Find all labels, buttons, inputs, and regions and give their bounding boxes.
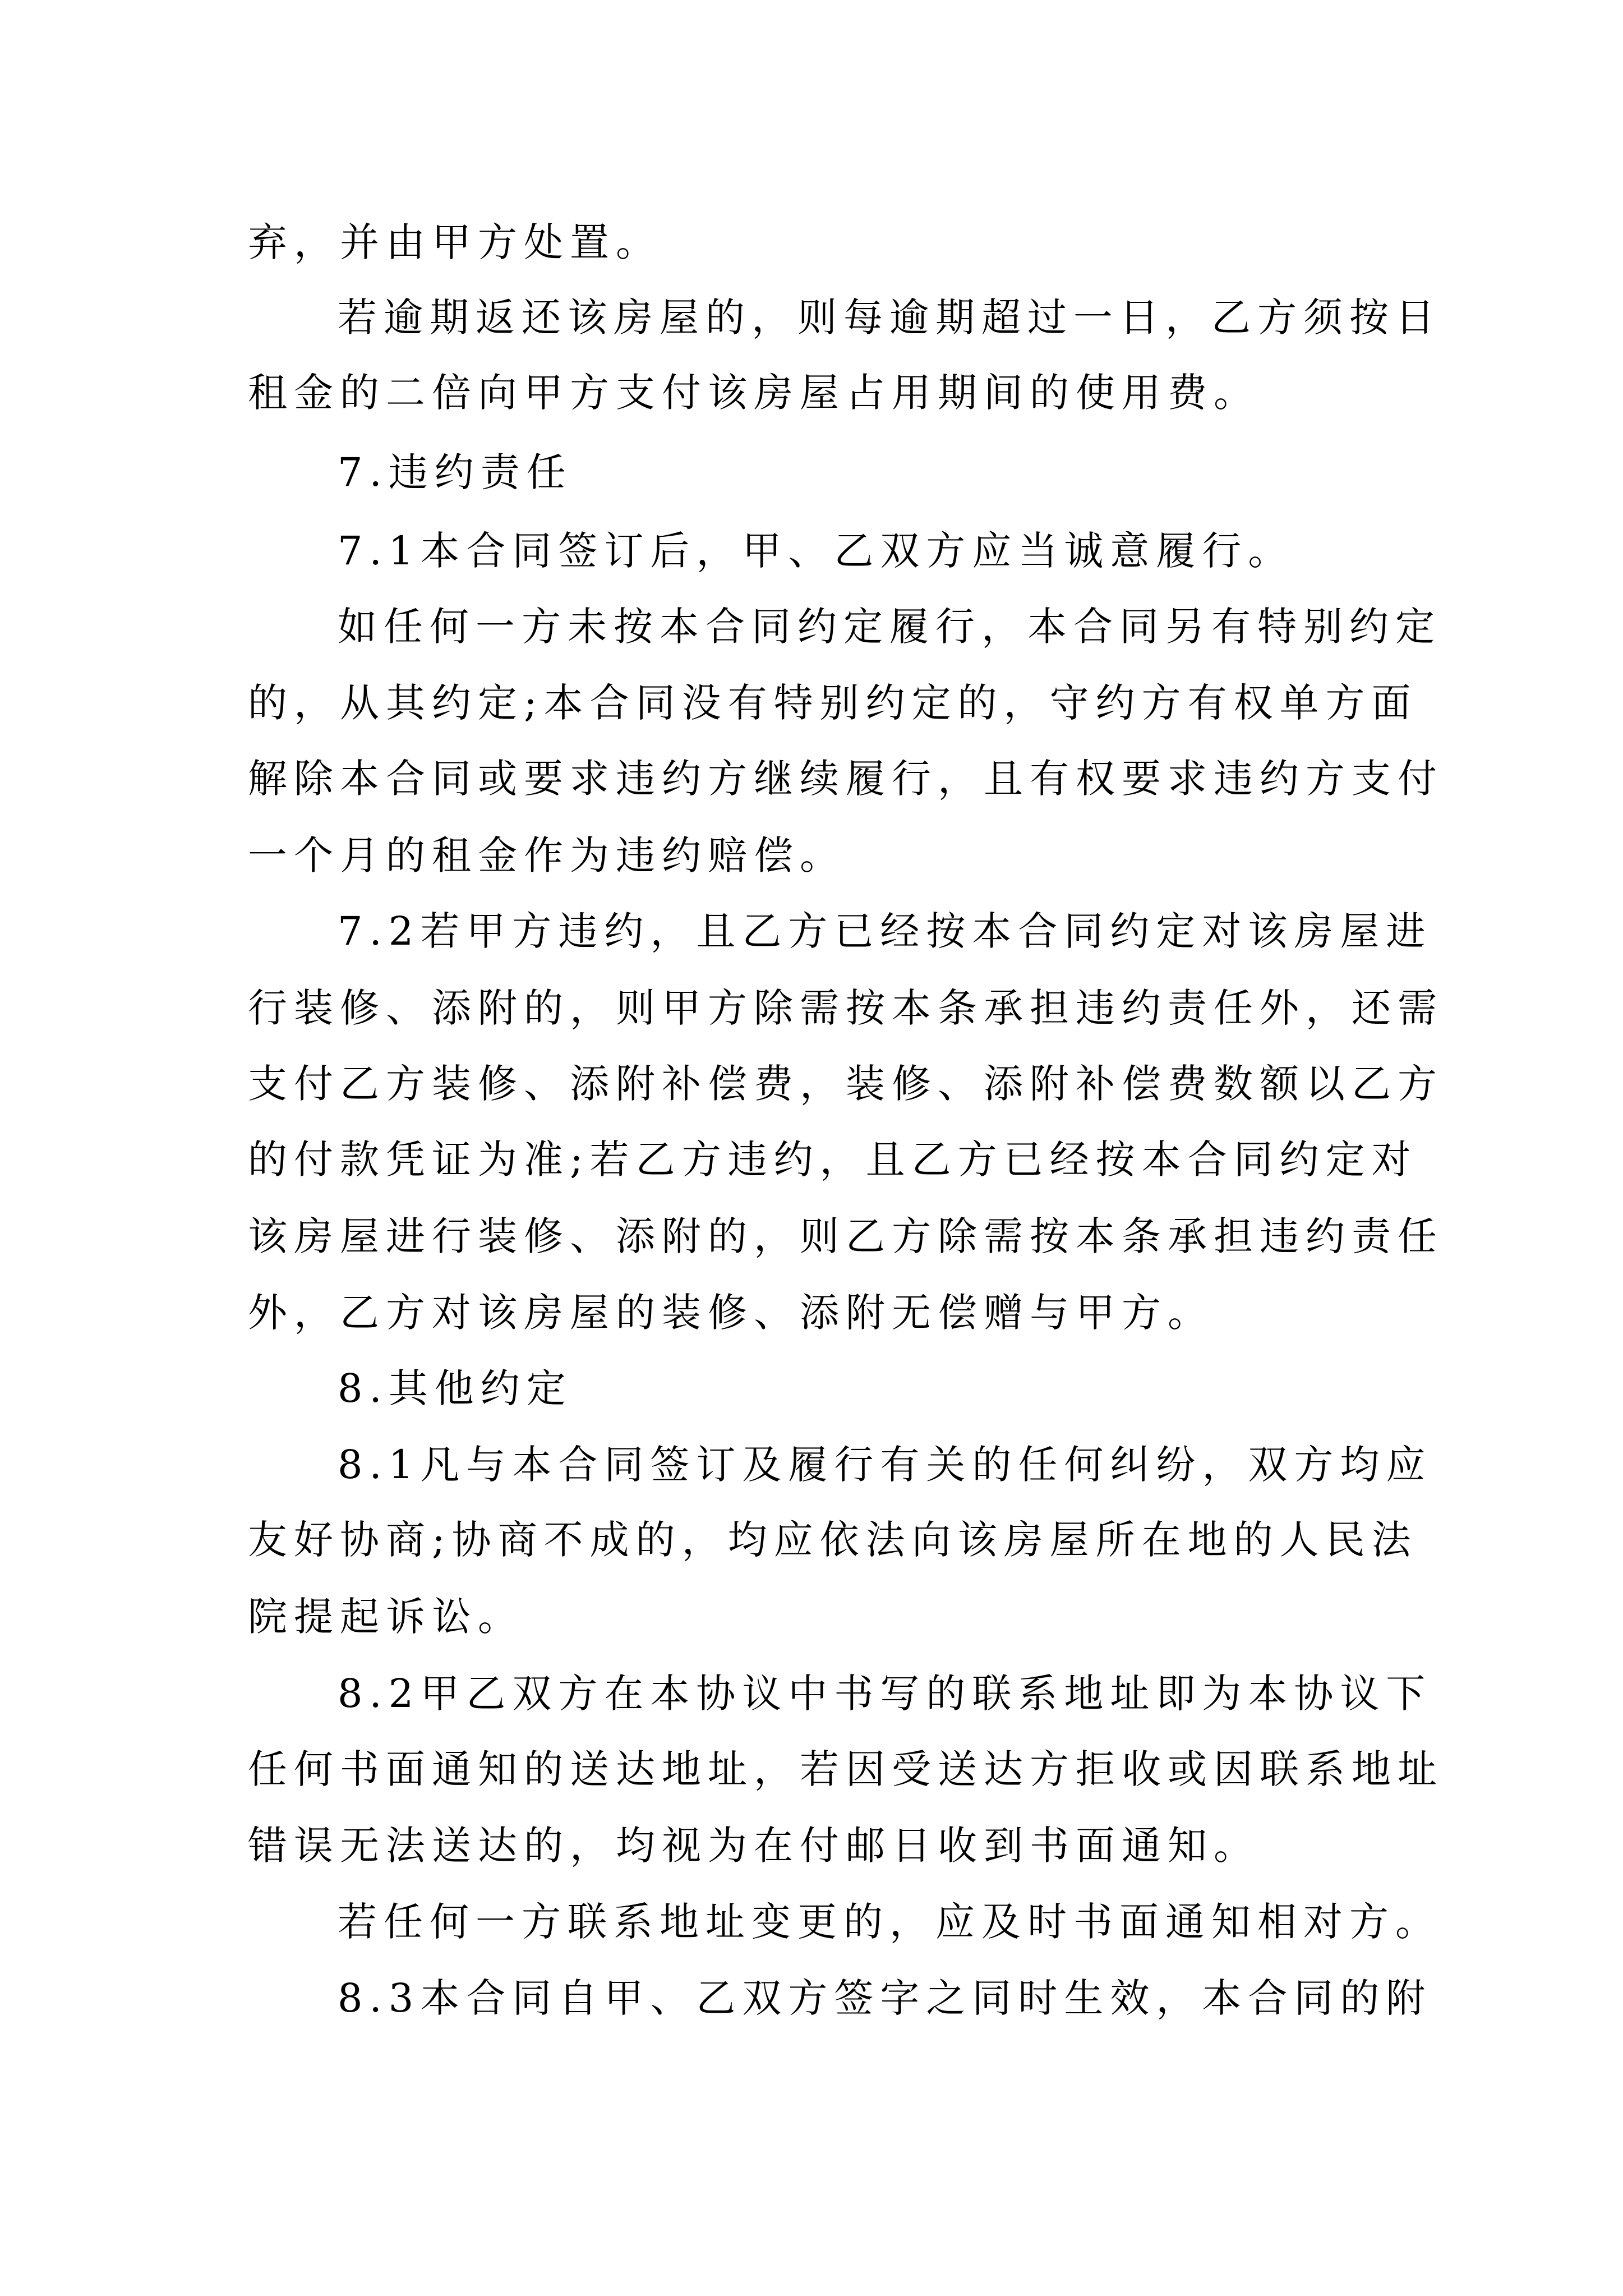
text-line: 一个月的租金作为违约赔偿。 [248, 832, 846, 878]
text-line: 外，乙方对该房屋的装修、添附无偿赠与甲方。 [248, 1290, 1214, 1336]
text-line: 若任何一方联系地址变更的，应及时书面通知相对方。 [338, 1899, 1441, 1945]
text-line: 该房屋进行装修、添附的，则乙方除需按本条承担违约责任 [248, 1213, 1444, 1259]
text-line: 院提起诉讼。 [248, 1594, 524, 1640]
text-line: 弃，并由甲方处置。 [248, 219, 662, 265]
text-line: 支付乙方装修、添附补偿费，装修、添附补偿费数额以乙方 [248, 1061, 1444, 1107]
text-line: 解除本合同或要求违约方继续履行，且有权要求违约方支付 [248, 756, 1444, 802]
text-line: 8.2甲乙双方在本协议中书写的联系地址即为本协议下 [338, 1671, 1432, 1717]
text-line: 若逾期返还该房屋的，则每逾期超过一日，乙方须按日 [338, 295, 1441, 341]
text-line: 租金的二倍向甲方支付该房屋占用期间的使用费。 [248, 370, 1260, 416]
text-line: 友好协商;协商不成的，均应依法向该房屋所在地的人民法 [248, 1517, 1418, 1563]
text-line: 错误无法送达的，均视为在付邮日收到书面通知。 [248, 1823, 1260, 1869]
text-line: 8.3本合同自甲、乙双方签字之同时生效，本合同的附 [338, 1975, 1432, 2021]
text-line: 任何书面通知的送达地址，若因受送达方拒收或因联系地址 [248, 1746, 1444, 1792]
section-heading: 8.其他约定 [338, 1365, 573, 1411]
text-line: 的，从其约定;本合同没有特别约定的，守约方有权单方面 [248, 680, 1418, 726]
section-heading: 7.违约责任 [338, 449, 573, 495]
text-line: 8.1凡与本合同签订及履行有关的任何纠纷，双方均应 [338, 1442, 1432, 1488]
text-line: 如任何一方未按本合同约定履行，本合同另有特别约定 [338, 604, 1441, 650]
text-line: 7.2若甲方违约，且乙方已经按本合同约定对该房屋进 [338, 908, 1432, 954]
text-line: 行装修、添附的，则甲方除需按本条承担违约责任外，还需 [248, 985, 1444, 1031]
text-line: 7.1本合同签订后，甲、乙双方应当诚意履行。 [338, 528, 1294, 574]
text-line: 的付款凭证为准;若乙方违约，且乙方已经按本合同约定对 [248, 1137, 1418, 1182]
